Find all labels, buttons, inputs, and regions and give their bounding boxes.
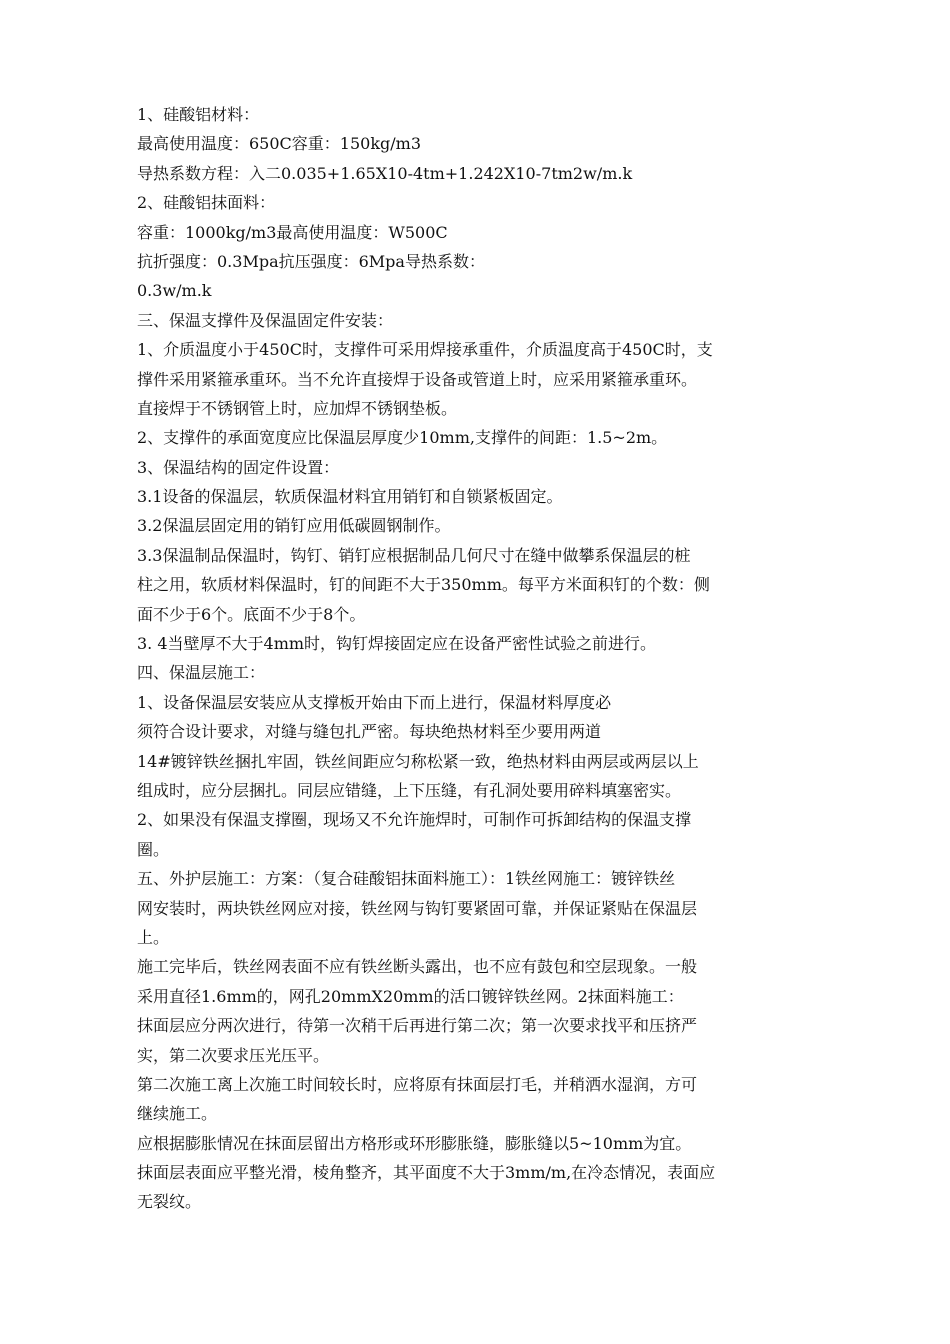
text-line: 抹面层表面应平整光滑，棱角整齐，其平面度不大于3mm/m,在冷态情况，表面应 [137, 1163, 716, 1183]
text-line: 无裂纹。 [137, 1192, 202, 1212]
text-line: 上。 [137, 927, 170, 947]
text-line: 圈。 [137, 839, 170, 859]
text-line: 导热系数方程：入二0.035+1.65X10-4tm+1.242X10-7tm2w/m.k [137, 163, 633, 183]
text-line: 面不少于6个。底面不少于8个。 [137, 604, 366, 624]
text-line: 撑件采用紧箍承重环。当不允许直接焊于设备或管道上时，应采用紧箍承重环。 [137, 369, 698, 389]
text-line: 施工完毕后，铁丝网表面不应有铁丝断头露出，也不应有鼓包和空层现象。一般 [137, 957, 698, 977]
section-heading: 五、外护层施工：方案：（复合硅酸铝抹面料施工）：1铁丝网施工：镀锌铁丝 [137, 869, 676, 889]
text-line: 实，第二次要求压光压平。 [137, 1045, 330, 1065]
text-line: 组成时，应分层捆扎。同层应错缝，上下压缝，有孔洞处要用碎料填塞密实。 [137, 780, 682, 800]
text-line: 抹面层应分两次进行，待第一次稍干后再进行第二次；第一次要求找平和压挤严 [137, 1016, 698, 1036]
text-line: 3.1设备的保温层，软质保温材料宜用销钉和自锁紧板固定。 [137, 487, 563, 507]
text-line: 3.2保温层固定用的销钉应用低碳圆钢制作。 [137, 516, 451, 536]
text-line: 14#镀锌铁丝捆扎牢固，铁丝间距应匀称松紧一致，绝热材料由两层或两层以上 [137, 751, 699, 771]
text-line: 网安装时，两块铁丝网应对接，铁丝网与钩钉要紧固可靠，并保证紧贴在保温层 [137, 898, 698, 918]
text-line: 2、硅酸铝抹面料： [137, 193, 276, 213]
text-line: 3、保温结构的固定件设置： [137, 457, 340, 477]
text-line: 1、设备保温层安装应从支撑板开始由下而上进行，保温材料厚度必 [137, 692, 612, 712]
text-line: 须符合设计要求，对缝与缝包扎严密。每块绝热材料至少要用两道 [137, 722, 602, 742]
text-line: 继续施工。 [137, 1104, 218, 1124]
text-line: 2、如果没有保温支撑圈，现场又不允许施焊时，可制作可拆卸结构的保温支撑 [137, 810, 692, 830]
text-line: 应根据膨胀情况在抹面层留出方格形或环形膨胀缝，膨胀缝以5~10mm为宜。 [137, 1133, 692, 1153]
text-line: 1、介质温度小于450C时，支撑件可采用焊接承重件，介质温度高于450C时，支 [137, 340, 713, 360]
text-line: 2、支撑件的承面宽度应比保温层厚度少10mm,支撑件的间距：1.5~2m。 [137, 428, 668, 448]
section-heading: 三、保温支撑件及保温固定件安装： [137, 310, 394, 330]
text-line: 柱之用，软质材料保温时，钉的间距不大于350mm。每平方米面积钉的个数：侧 [137, 575, 710, 595]
text-line: 第二次施工离上次施工时间较长时，应将原有抹面层打毛，并稍洒水湿润，方可 [137, 1074, 698, 1094]
document-body [137, 100, 817, 1217]
text-line: 3. 4当壁厚不大于4mm时，钩钉焊接固定应在设备严密性试验之前进行。 [137, 634, 657, 654]
text-line: 0.3w/m.k [137, 281, 212, 301]
text-line: 3.3保温制品保温时，钩钉、销钉应根据制品几何尺寸在缝中做攀系保温层的桩 [137, 545, 691, 565]
section-heading: 四、保温层施工： [137, 663, 266, 683]
text-line: 容重：1000kg/m3最高使用温度：W500C [137, 222, 448, 242]
text-line: 抗折强度：0.3Mpa抗压强度：6Mpa导热系数： [137, 251, 485, 271]
text-line: 直接焊于不锈钢管上时，应加焊不锈钢垫板。 [137, 398, 458, 418]
text-line: 采用直径1.6mm的，网孔20mmX20mm的活口镀锌铁丝网。2抹面料施工： [137, 986, 684, 1006]
text-line: 最高使用温度：650C容重：150kg/m3 [137, 134, 422, 154]
text-line: 1、硅酸铝材料： [137, 105, 260, 124]
